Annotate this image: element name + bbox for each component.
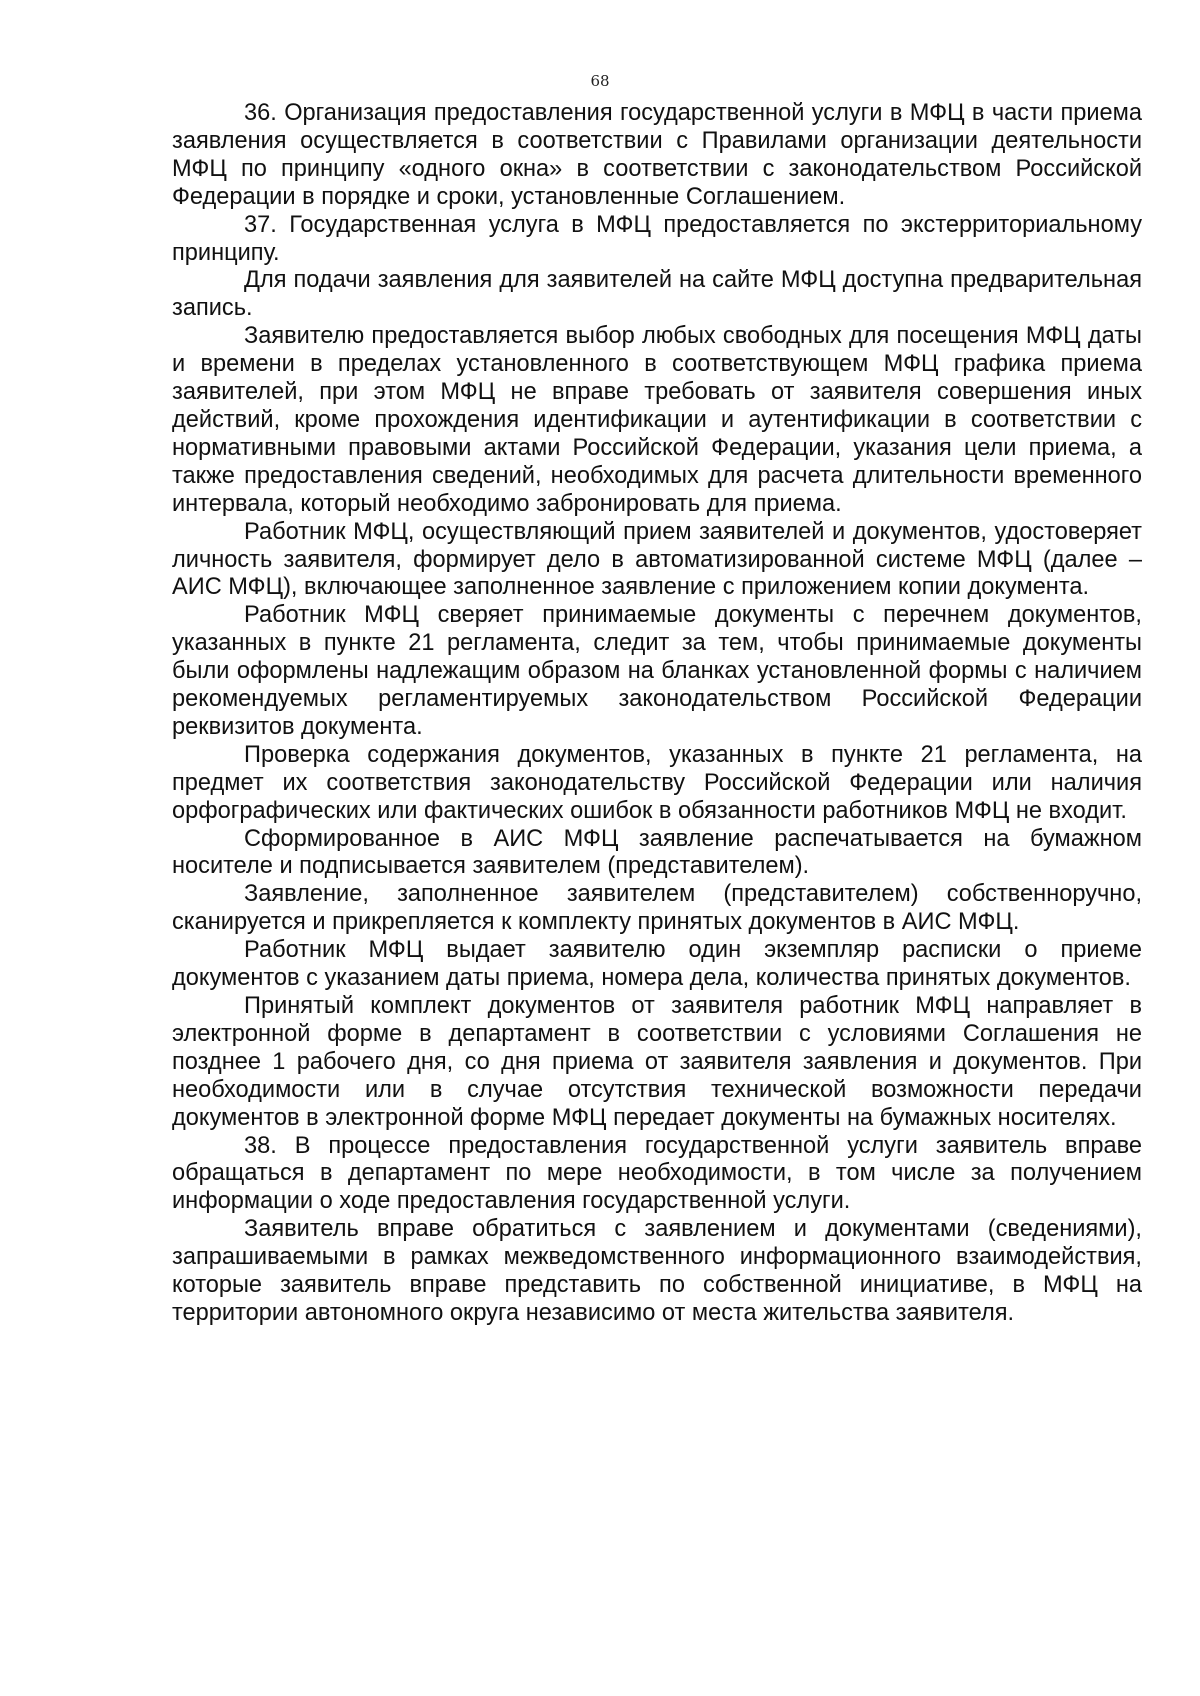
paragraph-applicant-rights: Заявитель вправе обратиться с заявлением и документами (сведениями), запрашиваемыми в рамках межведомственного информационного взаимодействия, которые заявитель вправе представить по собственной инициативе, в МФЦ на территории автономного округа независимо от места жительства заявителя. xyxy=(172,1216,1142,1326)
paragraph-application-scan: Заявление, заполненное заявителем (представителем) собственноручно, сканируется и прикрепляется к комплекту принятых документов в АИС МФЦ. xyxy=(172,881,1142,936)
document-body xyxy=(172,100,1142,1328)
paragraph-application-print: Сформированное в АИС МФЦ заявление распечатывается на бумажном носителе и подписывается заявителем (представителем). xyxy=(172,825,1142,880)
paragraph-identity-check: Работник МФЦ, осуществляющий прием заявителей и документов, удостоверяет личность заявителя, формирует дело в автоматизированной системе МФЦ (далее – АИС МФЦ), включающее заполненное заявление с приложением копии документа. xyxy=(172,518,1142,601)
paragraph-37: 37. Государственная услуга в МФЦ предоставляется по экстерриториальному принципу. xyxy=(172,211,1142,266)
paragraph-content-verification: Проверка содержания документов, указанных в пункте 21 регламента, на предмет их соответствия законодательству Российской Федерации или наличия орфографических или фактических ошибок в обязанности работников МФЦ не входит. xyxy=(172,741,1142,824)
paragraph-document-transfer: Принятый комплект документов от заявителя работник МФЦ направляет в электронной форме в департамент в соответствии с условиями Соглашения не позднее 1 рабочего дня, со дня приема от заявителя заявления и документов. При необходимости или в случае отсутствия технической возможности передачи документов в электронной форме МФЦ передает документы на бумажных носителях. xyxy=(172,993,1142,1131)
paragraph-pre-registration: Для подачи заявления для заявителей на сайте МФЦ доступна предварительная запись. xyxy=(172,267,1142,322)
paragraph-receipt: Работник МФЦ выдает заявителю один экземпляр расписки о приеме документов с указанием даты приема, номера дела, количества принятых документов. xyxy=(172,937,1142,992)
page-number: 68 xyxy=(590,72,610,90)
paragraph-document-check: Работник МФЦ сверяет принимаемые документы с перечнем документов, указанных в пункте 21 регламента, следит за тем, чтобы принимаемые документы были оформлены надлежащим образом на бланках установленной формы с наличием рекомендуемых регламентируемых законодательством Российской Федерации реквизитов документа. xyxy=(172,602,1142,740)
paragraph-38: 38. В процессе предоставления государственной услуги заявитель вправе обращаться в департамент по мере необходимости, в том числе за получением информации о ходе предоставления государственной услуги. xyxy=(172,1132,1142,1215)
paragraph-visit-time-choice: Заявителю предоставляется выбор любых свободных для посещения МФЦ даты и времени в пределах установленного в соответствующем МФЦ графика приема заявителей, при этом МФЦ не вправе требовать от заявителя совершения иных действий, кроме прохождения идентификации и аутентификации в соответствии с нормативными правовыми актами Российской Федерации, указания цели приема, а также предоставления сведений, необходимых для расчета длительности временного интервала, который необходимо забронировать для приема. xyxy=(172,323,1142,517)
paragraph-36: 36. Организация предоставления государственной услуги в МФЦ в части приема заявления осуществляется в соответствии с Правилами организации деятельности МФЦ по принципу «одного окна» в соответствии с законодательством Российской Федерации в порядке и сроки, установленные Соглашением. xyxy=(172,100,1142,210)
